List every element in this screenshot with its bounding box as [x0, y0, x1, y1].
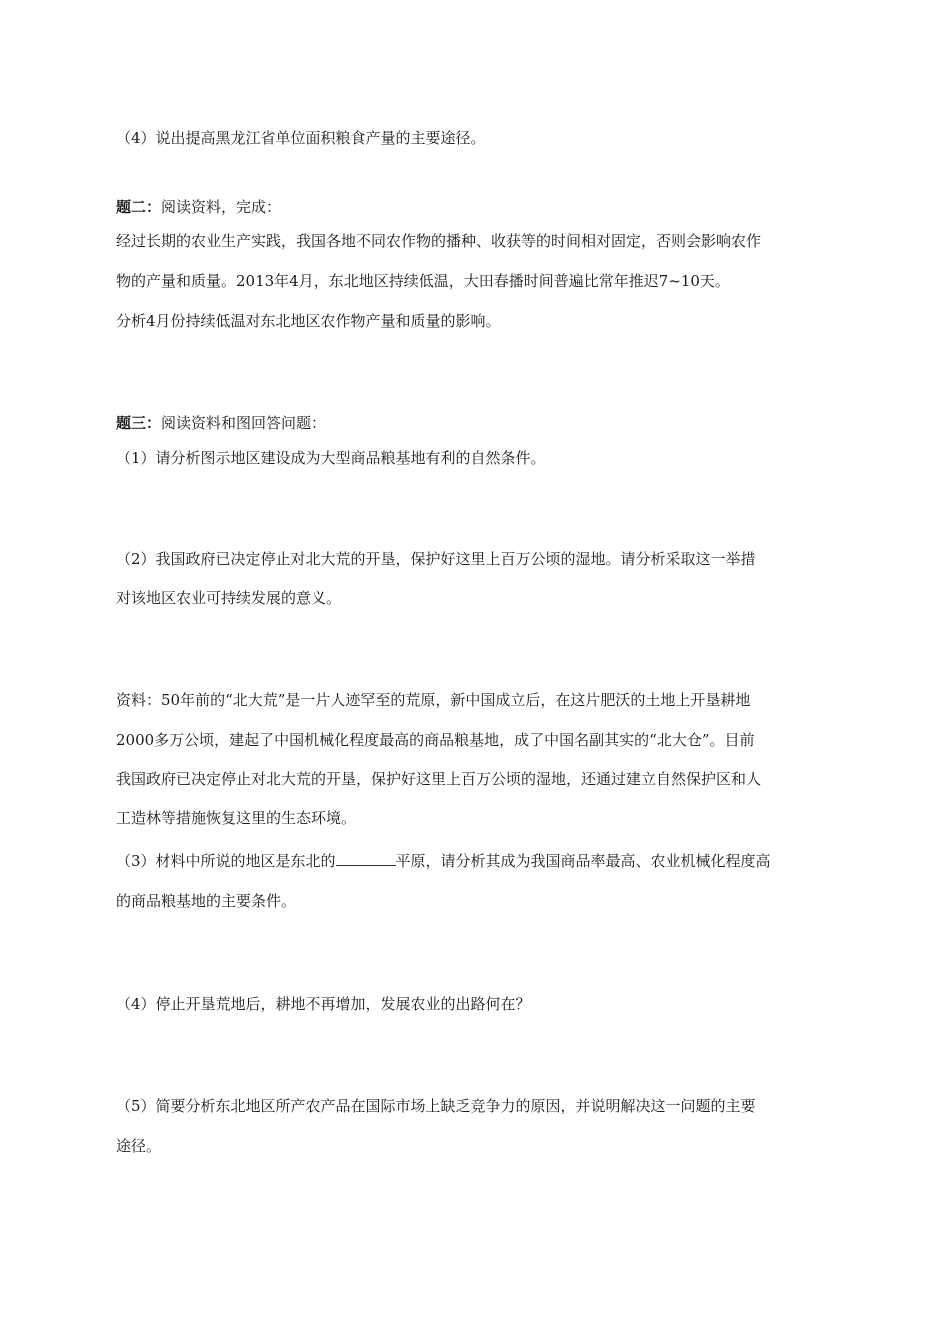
q2-text-line2: 物的产量和质量。2013年4月，东北地区持续低温，大田春播时间普遍比常年推迟7~10天。: [116, 272, 730, 290]
q3-part3-prefix: （3）材料中所说的地区是东北的: [116, 852, 336, 870]
q3-part2-line2: 对该地区农业可持续发展的意义。: [116, 589, 342, 607]
q2-instruction: 阅读资料，完成：: [161, 198, 282, 216]
q2-text-line1: 经过长期的农业生产实践，我国各地不同农作物的播种、收获等的时间相对固定，否则会影响农作: [116, 232, 762, 250]
q3-part3-line1: [116, 851, 846, 871]
q2-question: 分析4月份持续低温对东北地区农作物产量和质量的影响。: [116, 312, 501, 330]
q3-heading: 题三：: [116, 414, 162, 432]
q3-part5-line1: （5）简要分析东北地区所产农产品在国际市场上缺乏竞争力的原因，并说明解决这一问题的主要: [116, 1097, 756, 1115]
q3-part4-question: （4）停止开垦荒地后，耕地不再增加，发展农业的出路何在？: [116, 995, 531, 1013]
q3-part1-question: （1）请分析图示地区建设成为大型商品粮基地有利的自然条件。: [116, 449, 546, 467]
q3-part3-line2: 的商品粮基地的主要条件。: [116, 892, 297, 910]
q3-heading-line: [116, 413, 846, 433]
q3-instruction: 阅读资料和图回答问题：: [161, 414, 327, 432]
q3-part3-suffix: 平原，请分析其成为我国商品率最高、农业机械化程度高: [395, 852, 771, 870]
q3-material-line1: 资料：50年前的“北大荒”是一片人迹罕至的荒原，新中国成立后，在这片肥沃的土地上开垦耕地: [116, 691, 751, 709]
q3-part2-line1: （2）我国政府已决定停止对北大荒的开垦，保护好这里上百万公顷的湿地。请分析采取这一举措: [116, 550, 756, 568]
q3-material-line2: 2000多万公顷，建起了中国机械化程度最高的商品粮基地，成了中国名副其实的“北大仓”。目前: [116, 731, 755, 749]
q2-heading-line: [116, 197, 846, 217]
q3-material-line4: 工造林等措施恢复这里的生态环境。: [116, 809, 357, 827]
q1-part4-question: （4）说出提高黑龙江省单位面积粮食产量的主要途径。: [116, 129, 486, 147]
answer-blank[interactable]: [336, 851, 396, 866]
q3-part5-line2: 途径。: [116, 1137, 162, 1155]
q3-material-line3: 我国政府已决定停止对北大荒的开垦，保护好这里上百万公顷的湿地，还通过建立自然保护区和人: [116, 770, 762, 788]
q2-heading: 题二：: [116, 198, 162, 216]
